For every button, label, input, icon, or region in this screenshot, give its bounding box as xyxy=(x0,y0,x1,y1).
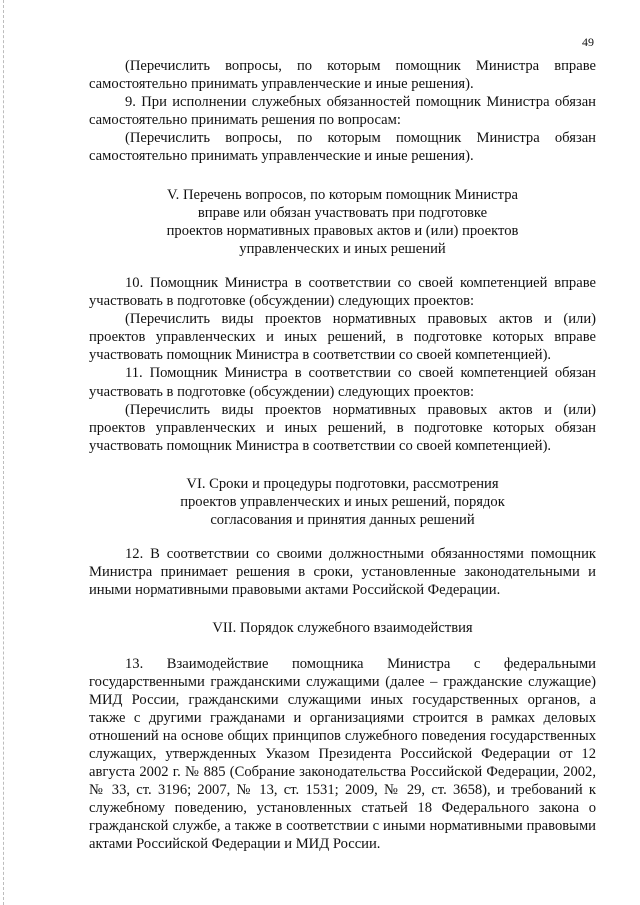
paragraph-item-13: 13. Взаимодействие помощника Министра с федеральными государственными гражданскими служащими (далее – гражданские служащие) МИД России, гражданскими служащими иных государственных органов, а также с другими гражданами и организациями строится в рамках деловых отношений на основе общих принципов служебного поведения государственных служащих, утвержденных Указом Президента Российской Федерации от 12 августа 2002 г. № 885 (Собрание законодательства Российской Федерации, 2002, № 33, ст. 3196; 2007, № 13, ст. 1531; 2009, № 29, ст. 3658), и требований к служебному поведению, установленных статьей 18 Федерального закона о гражданской службе, а также в соответствии с иными нормативными правовыми актами Российской Федерации и МИД России. xyxy=(89,655,596,853)
heading-line: VI. Сроки и процедуры подготовки, рассмотрения xyxy=(186,475,499,492)
paragraph-item-11: 11. Помощник Министра в соответствии со своей компетенцией обязан участвовать в подготовке (обсуждении) следующих проектов: xyxy=(89,365,596,400)
paragraph: (Перечислить вопросы, по которым помощник Министра вправе самостоятельно принимать управленческие и иные решения). xyxy=(89,58,596,93)
document-body xyxy=(89,57,596,854)
page-edge-divider xyxy=(3,0,5,905)
paragraph-item-12: 12. В соответствии со своими должностными обязанностями помощник Министра принимает решения в сроки, установленные законодательными и иными нормативными правовыми актами Российской Федерации. xyxy=(89,546,596,599)
heading-line: VII. Порядок служебного взаимодействия xyxy=(212,620,473,637)
section-heading-v xyxy=(89,186,596,258)
paragraph-item-9: 9. При исполнении служебных обязанностей помощник Министра обязан самостоятельно принимать решения по вопросам: xyxy=(89,94,596,129)
paragraph: (Перечислить вопросы, по которым помощник Министра обязан самостоятельно принимать управленческие и иные решения). xyxy=(89,130,596,165)
page-number: 49 xyxy=(582,35,594,49)
heading-line: проектов управленческих и иных решений, порядок xyxy=(180,493,505,510)
paragraph: (Перечислить виды проектов нормативных правовых актов и (или) проектов управленческих и иных решений, в подготовке которых вправе участвовать помощник Министра в соответствии со своей компетенцией). xyxy=(89,311,596,364)
section-heading-vi xyxy=(89,475,596,529)
heading-line: вправе или обязан участвовать при подготовке xyxy=(197,204,488,221)
heading-line: согласования и принятия данных решений xyxy=(210,512,475,529)
heading-line: V. Перечень вопросов, по которым помощник Министра xyxy=(167,186,518,203)
section-heading-vii xyxy=(89,619,596,637)
paragraph: (Перечислить виды проектов нормативных правовых актов и (или) проектов управленческих и иных решений, в подготовке которых обязан участвовать помощник Министра в соответствии со своей компетенцией). xyxy=(89,401,596,454)
heading-line: проектов нормативных правовых актов и (или) проектов xyxy=(166,222,519,239)
heading-line: управленческих и иных решений xyxy=(239,240,446,257)
paragraph-item-10: 10. Помощник Министра в соответствии со своей компетенцией вправе участвовать в подготовке (обсуждении) следующих проектов: xyxy=(89,274,596,310)
